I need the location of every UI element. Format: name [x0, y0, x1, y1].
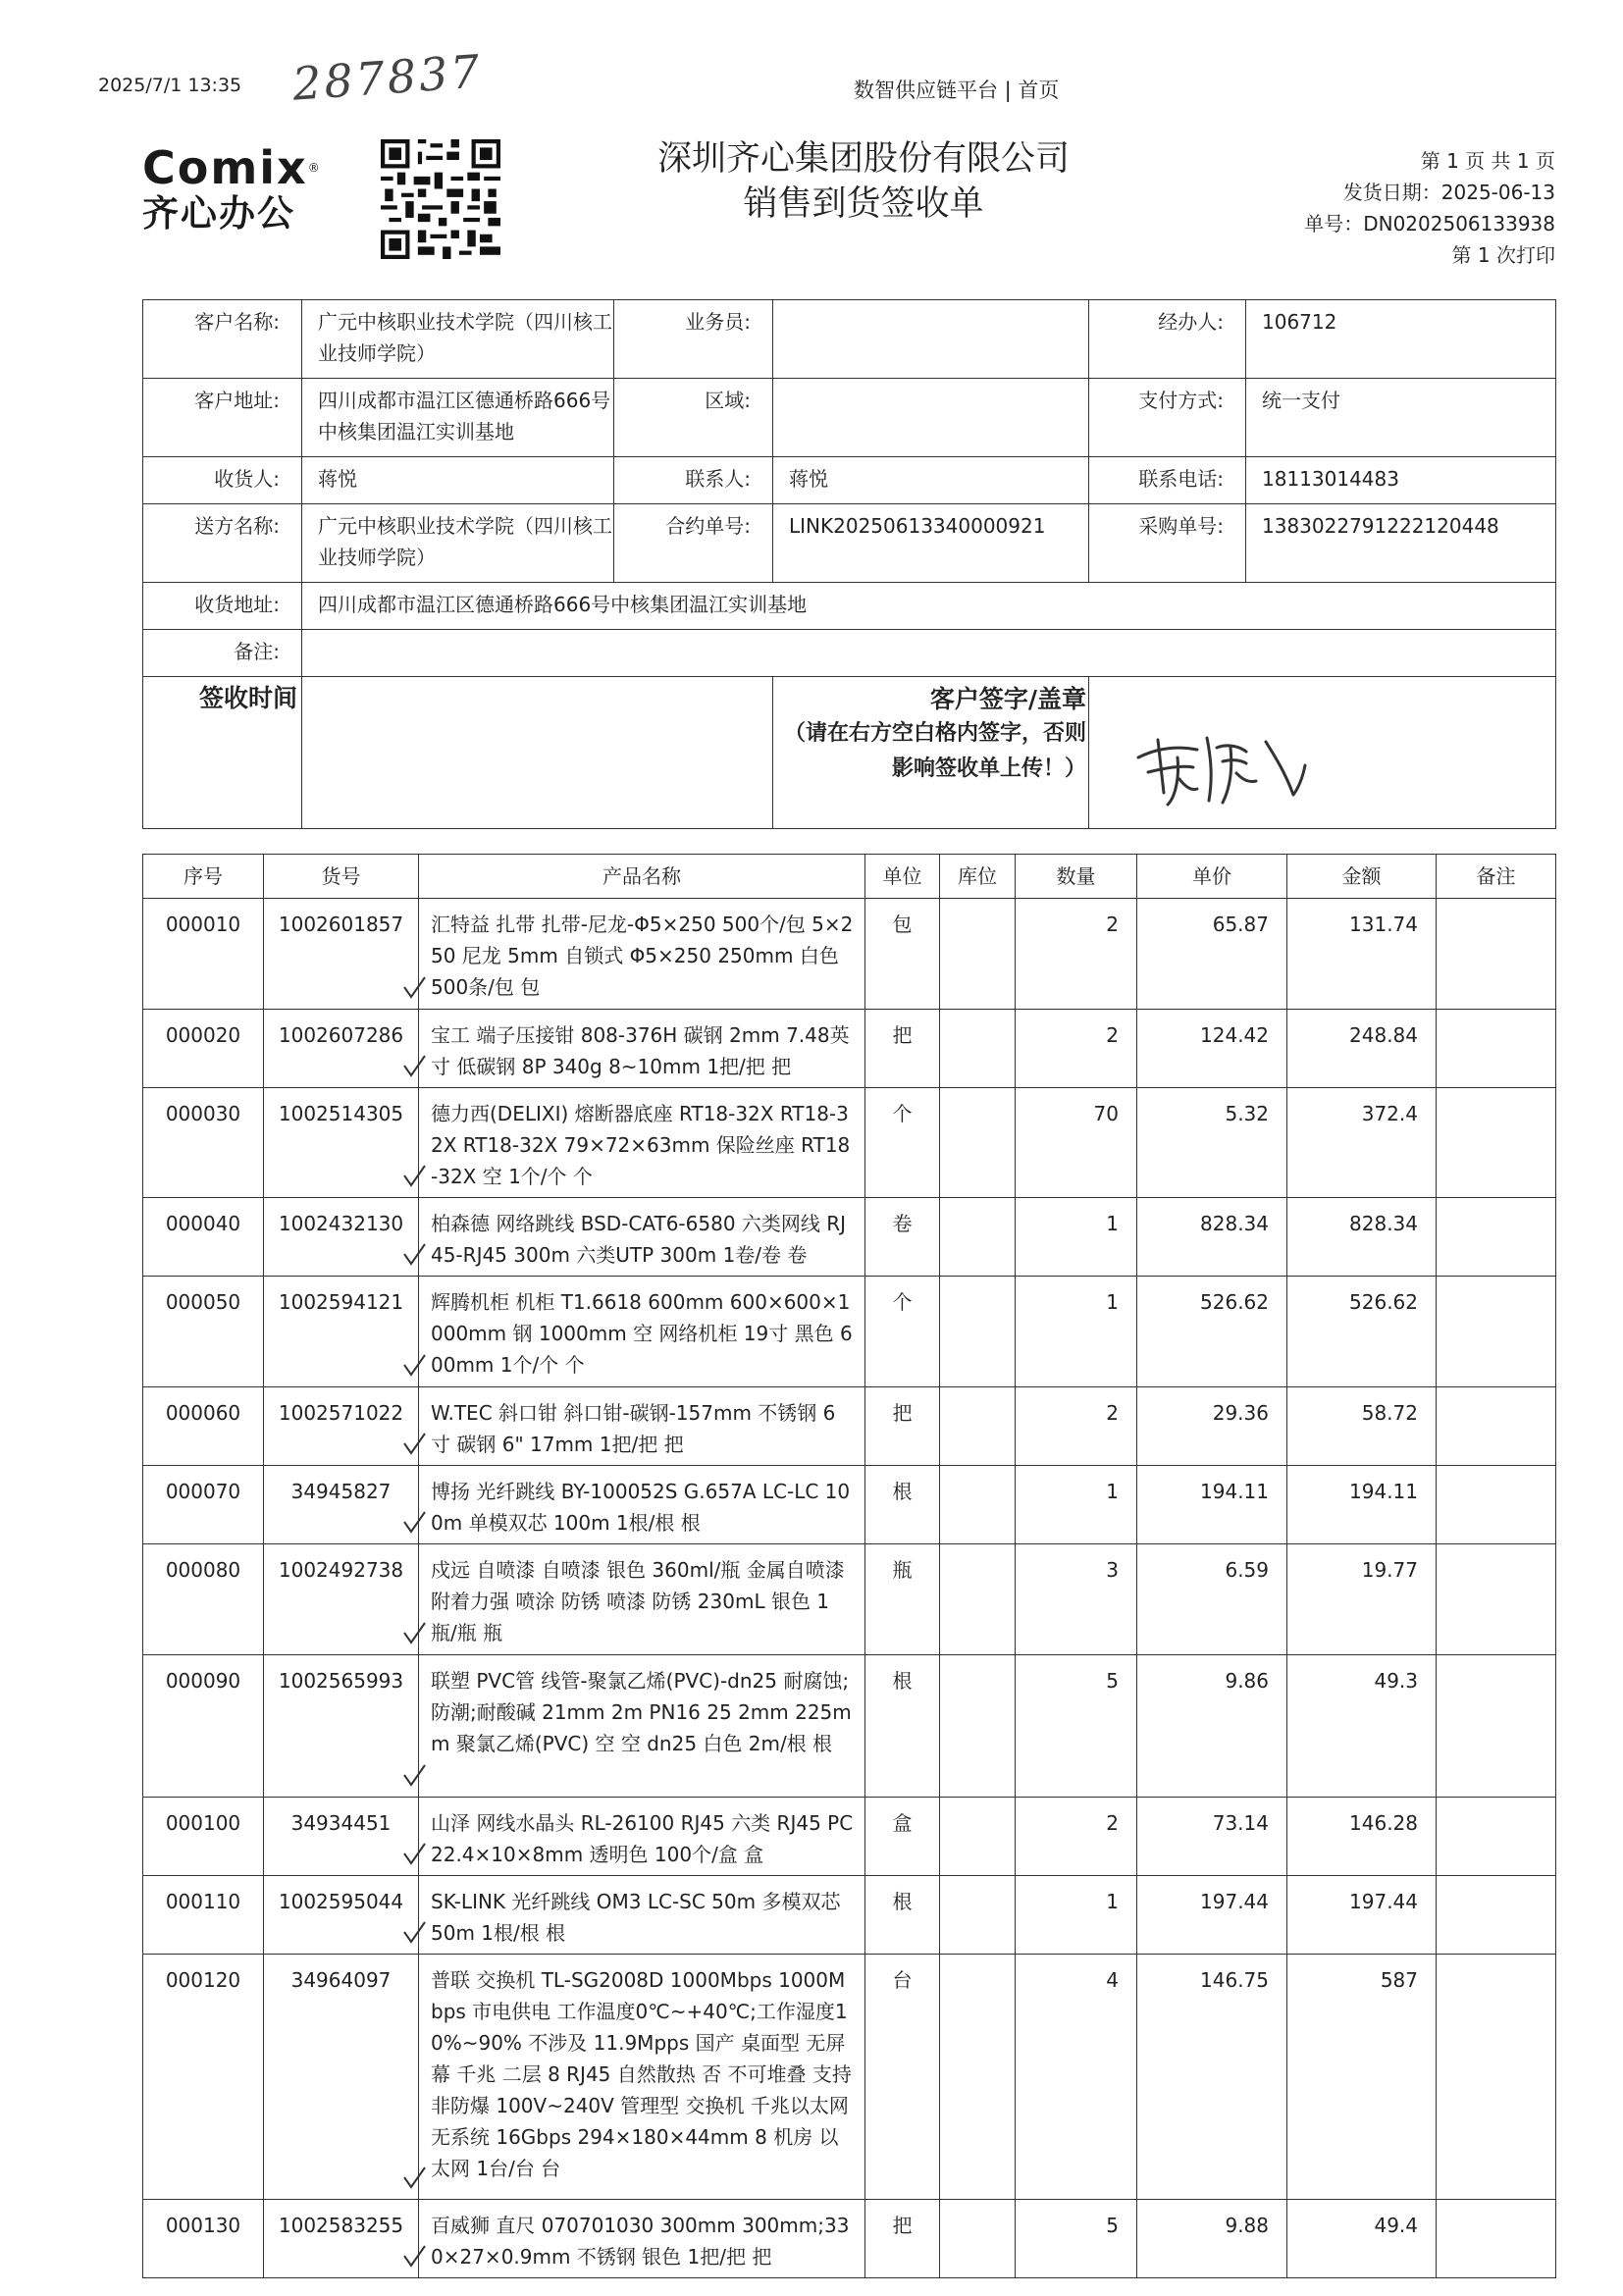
- cell-seq: 000070: [143, 1466, 264, 1544]
- cell-amount: 587: [1287, 1955, 1437, 2200]
- payment-label: 支付方式:: [1089, 379, 1246, 457]
- table-row: [143, 1955, 1556, 2200]
- company-logo: [142, 141, 329, 237]
- cell-unit-price: 65.87: [1137, 899, 1287, 1010]
- delivery-address-value: 四川成都市温江区德通桥路666号中核集团温江实训基地: [302, 583, 1556, 630]
- cell-amount: 526.62: [1287, 1277, 1437, 1387]
- print-count: 第 1 次打印: [1451, 243, 1555, 267]
- info-row: [143, 300, 1556, 379]
- cell-code: 34964097: [264, 1955, 419, 2200]
- signature-title: 客户签字/盖章: [929, 685, 1086, 713]
- cell-seq: 000050: [143, 1277, 264, 1387]
- cell-unit: 根: [865, 1466, 940, 1544]
- cell-quantity: 1: [1016, 1198, 1137, 1277]
- cell-unit: 根: [865, 1876, 940, 1955]
- header-note: 备注: [1437, 855, 1556, 899]
- cell-unit: 瓶: [865, 1544, 940, 1655]
- cell-note: [1437, 1655, 1556, 1798]
- cell-amount: 372.4: [1287, 1088, 1437, 1198]
- cell-product-name: 普联 交换机 TL-SG2008D 1000Mbps 1000Mbps 市电供电 工作温度0℃~+40℃;工作湿度10%~90% 不涉及 11.9Mpps 国产 桌面型 无屏幕 千兆 二层 8 RJ45 自然散热 否 不可堆叠 支持 非防爆 100V~240V 管理型 交换机 千兆以太网 无系统 16Gbps 294×180×44mm 8 机房 以太网 1台/台 台: [419, 1955, 865, 2200]
- cell-unit-price: 9.86: [1137, 1655, 1287, 1798]
- table-row: [143, 1277, 1556, 1387]
- table-row: [143, 1876, 1556, 1955]
- header-unit: 单位: [865, 855, 940, 899]
- cell-amount: 58.72: [1287, 1387, 1437, 1466]
- cell-note: [1437, 1088, 1556, 1198]
- salesman-label: 业务员:: [614, 300, 773, 379]
- ship-to-value: 广元中核职业技术学院（四川核工业技师学院）: [302, 504, 614, 583]
- signature-row: [143, 677, 1556, 829]
- cell-quantity: 1: [1016, 1277, 1137, 1387]
- cell-quantity: 2: [1016, 899, 1137, 1010]
- cell-code: 1002594121: [264, 1277, 419, 1387]
- info-row: [143, 630, 1556, 677]
- cell-unit: 台: [865, 1955, 940, 2200]
- cell-note: [1437, 1544, 1556, 1655]
- cell-unit-price: 29.36: [1137, 1387, 1287, 1466]
- cell-quantity: 1: [1016, 1876, 1137, 1955]
- customer-address-label: 客户地址:: [143, 379, 302, 457]
- check-mark-icon: [401, 1432, 427, 1457]
- contact-value: 蒋悦: [773, 457, 1089, 504]
- cell-amount: 49.4: [1287, 2200, 1437, 2278]
- cell-amount: 19.77: [1287, 1544, 1437, 1655]
- product-table: [142, 854, 1556, 2278]
- cell-seq: 000110: [143, 1876, 264, 1955]
- header-location: 库位: [940, 855, 1016, 899]
- cell-location: [940, 899, 1016, 1010]
- signature-field[interactable]: [1089, 677, 1556, 829]
- cell-location: [940, 1655, 1016, 1798]
- customer-name-value: 广元中核职业技术学院（四川核工业技师学院）: [302, 300, 614, 379]
- cell-note: [1437, 1876, 1556, 1955]
- cell-note: [1437, 1387, 1556, 1466]
- cell-location: [940, 1798, 1016, 1876]
- logo-en: Comix®: [142, 141, 322, 194]
- handler-value: 106712: [1246, 300, 1556, 379]
- handler-label: 经办人:: [1089, 300, 1246, 379]
- check-mark-icon: [401, 1164, 427, 1189]
- cell-unit: 把: [865, 1010, 940, 1088]
- signature-instructions: [773, 677, 1089, 829]
- cell-code: 1002583255: [264, 2200, 419, 2278]
- check-mark-icon: [401, 1054, 427, 1079]
- region-value: [773, 379, 1089, 457]
- receiver-label: 收货人:: [143, 457, 302, 504]
- phone-label: 联系电话:: [1089, 457, 1246, 504]
- customer-address-value: 四川成都市温江区德通桥路666号中核集团温江实训基地: [302, 379, 614, 457]
- cell-seq: 000040: [143, 1198, 264, 1277]
- cell-unit-price: 194.11: [1137, 1466, 1287, 1544]
- signature-note: （请在右方空白格内签字，否则影响签收单上传！）: [783, 721, 1086, 781]
- table-row: [143, 1010, 1556, 1088]
- cell-unit: 盒: [865, 1798, 940, 1876]
- header-unit-price: 单价: [1137, 855, 1287, 899]
- cell-amount: 197.44: [1287, 1876, 1437, 1955]
- cell-amount: 248.84: [1287, 1010, 1437, 1088]
- cell-location: [940, 1466, 1016, 1544]
- table-row: [143, 2200, 1556, 2278]
- cell-note: [1437, 1466, 1556, 1544]
- check-mark-icon: [401, 1763, 427, 1789]
- cell-unit-price: 828.34: [1137, 1198, 1287, 1277]
- cell-product-name: 百威狮 直尺 070701030 300mm 300mm;330×27×0.9mm 不锈钢 银色 1把/把 把: [419, 2200, 865, 2278]
- contract-value: LINK20250613340000921: [773, 504, 1089, 583]
- cell-location: [940, 2200, 1016, 2278]
- contact-label: 联系人:: [614, 457, 773, 504]
- cell-code: 34945827: [264, 1466, 419, 1544]
- document-title: 销售到货签收单: [743, 184, 984, 224]
- cell-code: 1002432130: [264, 1198, 419, 1277]
- cell-quantity: 2: [1016, 1798, 1137, 1876]
- cell-note: [1437, 2200, 1556, 2278]
- cell-quantity: 2: [1016, 1387, 1137, 1466]
- cell-product-name: SK-LINK 光纤跳线 OM3 LC-SC 50m 多模双芯 50m 1根/根 根: [419, 1876, 865, 1955]
- cell-unit-price: 9.88: [1137, 2200, 1287, 2278]
- cell-amount: 194.11: [1287, 1466, 1437, 1544]
- table-row: [143, 1544, 1556, 1655]
- table-row: [143, 1798, 1556, 1876]
- cell-unit-price: 6.59: [1137, 1544, 1287, 1655]
- phone-value: 18113014483: [1246, 457, 1556, 504]
- cell-unit: 包: [865, 899, 940, 1010]
- platform-title: 数智供应链平台 | 首页: [854, 78, 1060, 102]
- cell-note: [1437, 1198, 1556, 1277]
- cell-location: [940, 1198, 1016, 1277]
- cell-unit-price: 73.14: [1137, 1798, 1287, 1876]
- ship-date: 发货日期：2025-06-13: [1342, 181, 1555, 204]
- header-quantity: 数量: [1016, 855, 1137, 899]
- cell-unit-price: 197.44: [1137, 1876, 1287, 1955]
- customer-name-label: 客户名称:: [143, 300, 302, 379]
- cell-seq: 000060: [143, 1387, 264, 1466]
- cell-note: [1437, 1010, 1556, 1088]
- cell-note: [1437, 1798, 1556, 1876]
- cell-seq: 000120: [143, 1955, 264, 2200]
- cell-unit-price: 526.62: [1137, 1277, 1287, 1387]
- ship-to-label: 送方名称:: [143, 504, 302, 583]
- cell-unit: 把: [865, 2200, 940, 2278]
- cell-unit: 个: [865, 1088, 940, 1198]
- table-row: [143, 1198, 1556, 1277]
- cell-code: 34934451: [264, 1798, 419, 1876]
- check-mark-icon: [401, 1920, 427, 1946]
- contract-label: 合约单号:: [614, 504, 773, 583]
- customer-info-table: [142, 299, 1556, 829]
- page-info: 第 1 页 共 1 页: [1420, 149, 1555, 173]
- remark-value: [302, 630, 1556, 677]
- cell-quantity: 5: [1016, 2200, 1137, 2278]
- cell-amount: 828.34: [1287, 1198, 1437, 1277]
- cell-unit-price: 124.42: [1137, 1010, 1287, 1088]
- cell-product-name: 山泽 网线水晶头 RL-26100 RJ45 六类 RJ45 PC 22.4×10×8mm 透明色 100个/盒 盒: [419, 1798, 865, 1876]
- cell-code: 1002514305: [264, 1088, 419, 1198]
- cell-seq: 000030: [143, 1088, 264, 1198]
- cell-product-name: W.TEC 斜口钳 斜口钳-碳钢-157mm 不锈钢 6寸 碳钢 6" 17mm 1把/把 把: [419, 1387, 865, 1466]
- payment-value: 统一支付: [1246, 379, 1556, 457]
- cell-quantity: 1: [1016, 1466, 1137, 1544]
- cell-location: [940, 1876, 1016, 1955]
- cell-unit: 卷: [865, 1198, 940, 1277]
- check-mark-icon: [401, 1621, 427, 1646]
- cell-code: 1002607286: [264, 1010, 419, 1088]
- table-row: [143, 1088, 1556, 1198]
- header-product-name: 产品名称: [419, 855, 865, 899]
- purchase-value: 1383022791222120448: [1246, 504, 1556, 583]
- cell-location: [940, 1010, 1016, 1088]
- order-number: 单号：DN0202506133938: [1304, 212, 1555, 235]
- cell-amount: 49.3: [1287, 1655, 1437, 1798]
- check-mark-icon: [401, 2166, 427, 2191]
- cell-seq: 000100: [143, 1798, 264, 1876]
- cell-code: 1002492738: [264, 1544, 419, 1655]
- header-code: 货号: [264, 855, 419, 899]
- check-mark-icon: [401, 1242, 427, 1268]
- cell-location: [940, 1088, 1016, 1198]
- handwritten-signature: [1128, 718, 1325, 816]
- cell-location: [940, 1387, 1016, 1466]
- print-time: 2025/7/1 13:35: [98, 75, 242, 96]
- cell-code: 1002595044: [264, 1876, 419, 1955]
- table-header-row: [143, 855, 1556, 899]
- cell-quantity: 70: [1016, 1088, 1137, 1198]
- cell-seq: 000090: [143, 1655, 264, 1798]
- sign-time-field[interactable]: [302, 677, 773, 829]
- cell-unit-price: 5.32: [1137, 1088, 1287, 1198]
- cell-amount: 131.74: [1287, 899, 1437, 1010]
- info-row: [143, 504, 1556, 583]
- cell-quantity: 5: [1016, 1655, 1137, 1798]
- cell-location: [940, 1277, 1016, 1387]
- cell-seq: 000010: [143, 899, 264, 1010]
- check-mark-icon: [401, 1510, 427, 1536]
- info-row: [143, 583, 1556, 630]
- logo-cn: 齐心办公: [142, 192, 295, 235]
- company-name: 深圳齐心集团股份有限公司: [656, 139, 1070, 179]
- table-row: [143, 1387, 1556, 1466]
- salesman-value: [773, 300, 1089, 379]
- cell-product-name: 德力西(DELIXI) 熔断器底座 RT18-32X RT18-32X RT18-32X 79×72×63mm 保险丝座 RT18-32X 空 1个/个 个: [419, 1088, 865, 1198]
- table-row: [143, 899, 1556, 1010]
- cell-product-name: 汇特益 扎带 扎带-尼龙-Φ5×250 500个/包 5×250 尼龙 5mm 自锁式 Φ5×250 250mm 白色 500条/包 包: [419, 899, 865, 1010]
- cell-note: [1437, 1955, 1556, 2200]
- cell-unit: 个: [865, 1277, 940, 1387]
- cell-product-name: 联塑 PVC管 线管-聚氯乙烯(PVC)-dn25 耐腐蚀;防潮;耐酸碱 21mm 2m PN16 25 2mm 225mm 聚氯乙烯(PVC) 空 空 dn25 白色 2m/根 根: [419, 1655, 865, 1798]
- qr-code-icon: [381, 139, 500, 259]
- document-meta: [1158, 145, 1555, 271]
- cell-unit: 把: [865, 1387, 940, 1466]
- cell-product-name: 柏森德 网络跳线 BSD-CAT6-6580 六类网线 RJ45-RJ45 300m 六类UTP 300m 1卷/卷 卷: [419, 1198, 865, 1277]
- receiver-value: 蒋悦: [302, 457, 614, 504]
- delivery-address-label: 收货地址:: [143, 583, 302, 630]
- cell-note: [1437, 899, 1556, 1010]
- region-label: 区域:: [614, 379, 773, 457]
- check-mark-icon: [401, 1842, 427, 1867]
- cell-location: [940, 1544, 1016, 1655]
- header-amount: 金额: [1287, 855, 1437, 899]
- cell-code: 1002565993: [264, 1655, 419, 1798]
- cell-product-name: 辉腾机柜 机柜 T1.6618 600mm 600×600×1000mm 钢 1000mm 空 网络机柜 19寸 黑色 600mm 1个/个 个: [419, 1277, 865, 1387]
- cell-unit: 根: [865, 1655, 940, 1798]
- check-mark-icon: [401, 2244, 427, 2270]
- cell-code: 1002601857: [264, 899, 419, 1010]
- info-row: [143, 379, 1556, 457]
- header-seq: 序号: [143, 855, 264, 899]
- cell-quantity: 3: [1016, 1544, 1137, 1655]
- check-mark-icon: [401, 975, 427, 1001]
- cell-quantity: 2: [1016, 1010, 1137, 1088]
- cell-product-name: 博扬 光纤跳线 BY-100052S G.657A LC-LC 100m 单模双芯 100m 1根/根 根: [419, 1466, 865, 1544]
- table-row: [143, 1466, 1556, 1544]
- cell-product-name: 戍远 自喷漆 自喷漆 银色 360ml/瓶 金属自喷漆 附着力强 喷涂 防锈 喷漆 防锈 230mL 银色 1瓶/瓶 瓶: [419, 1544, 865, 1655]
- remark-label: 备注:: [143, 630, 302, 677]
- table-row: [143, 1655, 1556, 1798]
- cell-amount: 146.28: [1287, 1798, 1437, 1876]
- cell-note: [1437, 1277, 1556, 1387]
- purchase-label: 采购单号:: [1089, 504, 1246, 583]
- check-mark-icon: [401, 1353, 427, 1379]
- cell-product-name: 宝工 端子压接钳 808-376H 碳钢 2mm 7.48英寸 低碳钢 8P 340g 8~10mm 1把/把 把: [419, 1010, 865, 1088]
- cell-unit-price: 146.75: [1137, 1955, 1287, 2200]
- sign-time-label: 签收时间: [143, 677, 302, 829]
- cell-quantity: 4: [1016, 1955, 1137, 2200]
- cell-seq: 000130: [143, 2200, 264, 2278]
- cell-code: 1002571022: [264, 1387, 419, 1466]
- handwritten-number: 287837: [290, 44, 485, 111]
- cell-location: [940, 1955, 1016, 2200]
- info-row: [143, 457, 1556, 504]
- cell-seq: 000080: [143, 1544, 264, 1655]
- cell-seq: 000020: [143, 1010, 264, 1088]
